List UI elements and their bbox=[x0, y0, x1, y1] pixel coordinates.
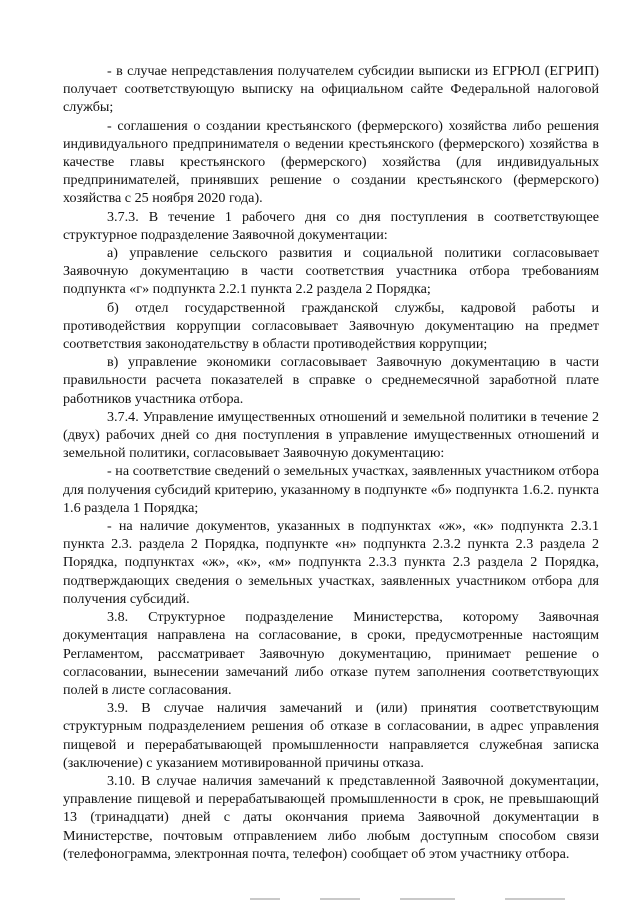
paragraph-3-7-4-land-plots: - на соответствие сведений о земельных участках, заявленных участником отбора для получения субсидий критерию, указанному в подпункте «б» подпункта 1.6.2. пункта 1.6 раздела 1 Порядка; bbox=[63, 463, 599, 516]
scan-mark bbox=[400, 898, 455, 900]
scan-mark bbox=[320, 898, 360, 900]
document-page bbox=[63, 62, 599, 863]
paragraph-3-7-3-b: б) отдел государственной гражданской службы, кадровой работы и противодействия коррупции согласовывает Заявочную документацию на предмет соответствия законодательству в области противодействия коррупции; bbox=[63, 299, 599, 353]
scan-mark bbox=[505, 898, 565, 900]
paragraph-3-9: 3.9. В случае наличия замечаний и (или) принятия соответствующим структурным подразделением решения об отказе в согласовании, в адрес управления пищевой и перерабатывающей промышленности направляется служебная записка (заключение) с указанием мотивированной причины отказа. bbox=[63, 700, 599, 771]
paragraph-3-10: 3.10. В случае наличия замечаний к представленной Заявочной документации, управление пищевой и перерабатывающей промышленности в срок, не превышающий 13 (тринадцати) дней с даты окончания приема Заявочной документации в Министерстве, почтовым отправлением либо любым доступным способом связи (телефонограмма, электронная почта, телефон) сообщает об этом участнику отбора. bbox=[63, 772, 599, 862]
scan-edge-marks bbox=[250, 898, 610, 902]
paragraph-3-7-4: 3.7.4. Управление имущественных отношений и земельной политики в течение 2 (двух) рабочих дней со дня поступления в управление имущественных отношений и земельной политики, согласовывает Заявочную документацию: bbox=[63, 408, 599, 462]
paragraph-3-7-3-v: в) управление экономики согласовывает Заявочную документацию в части правильности расчета показателей в справке о среднемесячной заработной плате работников участника отбора. bbox=[63, 354, 599, 407]
paragraph-3-8: 3.8. Структурное подразделение Министерства, которому Заявочная документация направлена на согласование, в сроки, предусмотренные настоящим Регламентом, рассматривает Заявочную документацию, принимает решение о согласовании, вынесении замечаний либо отказе путем заполнения соответствующих полей в листе согласования. bbox=[63, 609, 599, 698]
scan-mark bbox=[250, 898, 280, 900]
paragraph-3-7-3-a: а) управление сельского развития и социальной политики согласовывает Заявочную документацию в части соответствия участника отбора требованиям подпункта «г» подпункта 2.2.1 пункта 2.2 раздела 2 Порядка; bbox=[63, 245, 599, 298]
paragraph-3-7-4-documents: - на наличие документов, указанных в подпунктах «ж», «к» подпункта 2.3.1 пункта 2.3. раздела 2 Порядка, подпункте «н» подпункта 2.3.2 пункта 2.3 раздела 2 Порядка, подпунктах «ж», «к», «м» подпункта 2.3.3 пункта 2.3 раздела 2 Порядка, подтверждающих сведения о земельных участках, заявленных участником отбора для получения субсидий. bbox=[63, 518, 599, 607]
paragraph-egrul-extract: - в случае непредставления получателем субсидии выписки из ЕГРЮЛ (ЕГРИП) получает соответствующую выписку на официальном сайте Федеральной налоговой службы; bbox=[63, 63, 599, 116]
paragraph-farm-agreement: - соглашения о создании крестьянского (фермерского) хозяйства либо решения индивидуального предпринимателя о ведении крестьянского (фермерского) хозяйства в качестве главы крестьянского (фермерского) хозяйства (для индивидуальных предпринимателей, принявших решение о создании крестьянского (фермерского) хозяйства с 25 ноября 2020 года). bbox=[63, 117, 599, 207]
paragraph-3-7-3: 3.7.3. В течение 1 рабочего дня со дня поступления в соответствующее структурное подразделение Заявочной документации: bbox=[63, 208, 599, 243]
